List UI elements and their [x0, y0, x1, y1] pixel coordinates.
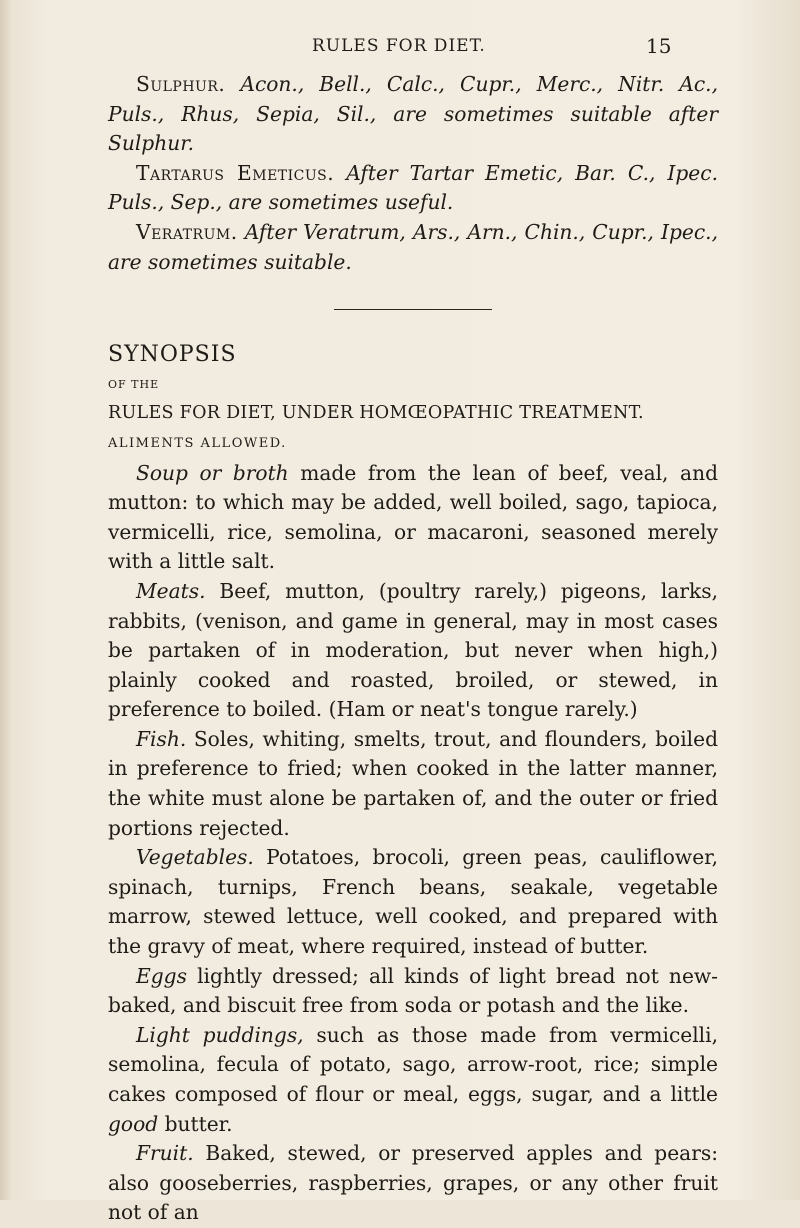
aliment-text: Soles, whiting, smelts, trout, and flounders, boiled in preference to fried; when cooked in the latter manner, the white must alone be partaken of, and the outer or fried portions rejected.	[108, 726, 718, 840]
synopsis-subtitle: RULES FOR DIET, UNDER HOMŒOPATHIC TREATMENT.	[108, 403, 644, 424]
aliment-label: Fish.	[136, 726, 187, 751]
remedy-entry-tartarus	[108, 159, 718, 218]
page-header	[0, 34, 800, 64]
aliment-label: Fruit.	[136, 1141, 194, 1166]
aliment-label: Soup or broth	[136, 460, 289, 485]
remedy-text: After Tartar Emetic, Bar. C., Ipec. Puls., Sep., are sometimes useful.	[108, 160, 718, 215]
aliment-fish	[108, 725, 718, 843]
aliment-fruit	[108, 1139, 718, 1228]
aliment-text: such as those made from vermicelli, semolina, fecula of potato, sago, arrow-root, rice; simple cakes composed of flour or meal, eggs, sugar, and a little	[108, 1022, 719, 1106]
remedy-name: Tartarus Emeticus.	[136, 160, 335, 185]
aliment-vegetables	[108, 843, 718, 961]
aliment-eggs	[108, 962, 718, 1021]
aliment-text-end: butter.	[158, 1111, 233, 1136]
remedy-text: After Veratrum, Ars., Arn., Chin., Cupr., Ipec., are sometimes suitable.	[108, 219, 718, 274]
aliment-emphasis: good	[108, 1111, 159, 1136]
remedy-text: Acon., Bell., Calc., Cupr., Merc., Nitr. Ac., Puls., Rhus, Sepia, Sil., are sometimes suitable after Sulphur.	[108, 72, 719, 156]
page-binding-shadow	[0, 0, 12, 1200]
aliment-meats	[108, 577, 718, 725]
section-divider	[334, 309, 492, 310]
aliment-text: Potatoes, brocoli, green peas, cauliflower, spinach, turnips, French beans, seakale, vegetable marrow, stewed lettuce, well cooked, and prepared with the gravy of meat, where required, instead of butter.	[108, 845, 718, 959]
running-head: RULES FOR DIET.	[312, 36, 486, 56]
aliment-label: Eggs	[136, 963, 187, 988]
aliment-text: made from the lean of beef, veal, and mutton: to which may be added, well boiled, sago, tapioca, vermicelli, rice, semolina, or macaroni, seasoned merely with a little salt.	[108, 460, 718, 574]
aliment-text: Beef, mutton, (poultry rarely,) pigeons, larks, rabbits, (venison, and game in general, may in most cases be partaken of in moderation, but never when high,) plainly cooked and roasted, broiled, or stewed, in preference to boiled. (Ham or neat's tongue rarely.)	[108, 578, 718, 722]
aliment-label: Meats.	[136, 578, 206, 603]
aliment-text: lightly dressed; all kinds of light bread not new-baked, and biscuit free from soda or potash and the like.	[108, 963, 718, 1018]
section-heading: ALIMENTS ALLOWED.	[108, 435, 287, 451]
aliment-text: Baked, stewed, or preserved apples and pears: also gooseberries, raspberries, grapes, or any other fruit not of an	[108, 1141, 718, 1225]
remedy-entry-veratrum	[108, 218, 718, 277]
synopsis-title: SYNOPSIS	[108, 342, 237, 368]
synopsis-of-the: OF THE	[108, 377, 160, 391]
page-number: 15	[646, 34, 672, 58]
aliment-puddings	[108, 1021, 718, 1139]
page-body	[108, 70, 718, 1228]
aliment-soup	[108, 459, 718, 577]
remedy-name: Veratrum.	[136, 219, 238, 244]
remedy-name: Sulphur.	[136, 72, 226, 96]
remedy-entry-sulphur	[108, 70, 718, 159]
aliment-label: Light puddings,	[136, 1022, 304, 1047]
aliment-label: Vegetables.	[136, 845, 254, 870]
